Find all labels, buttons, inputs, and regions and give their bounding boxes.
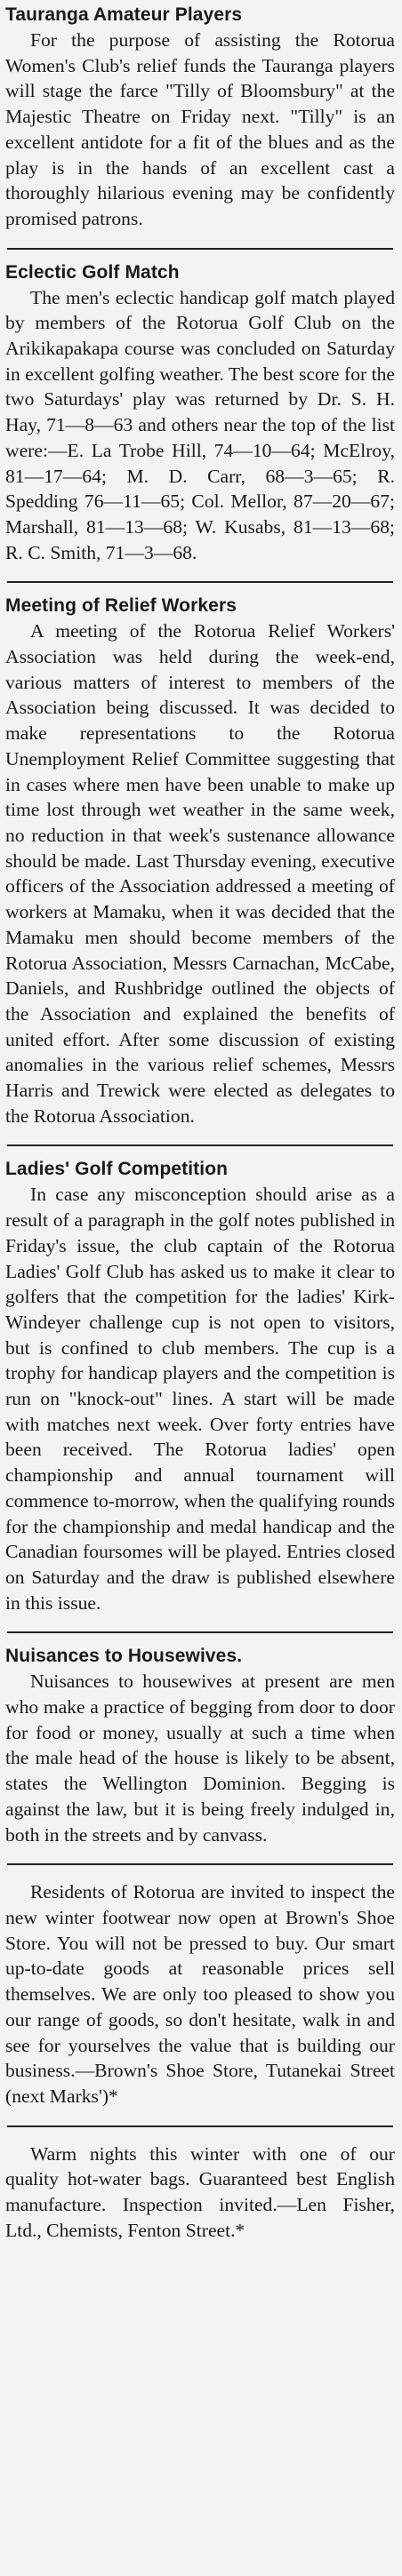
column-divider [7,581,393,583]
article-heading: Tauranga Amateur Players [5,4,243,25]
article-body: Nuisances to housewives at present are men who make a practice of begging from door to door for food or money, usually at such a time when the male head of the house is likely to be absent, states the Wellington Dominion. Begging is against the law, but it is being freely indulged in, both in the streets and by canvass. [5,1671,395,1846]
article-ladies-golf [5,1158,395,1615]
article-heading: Meeting of Relief Workers [5,595,237,617]
article-relief-workers [5,594,395,1128]
article-body: In case any misconception should arise as a result of a paragraph in the golf notes published in Friday's issue, the club captain of the Rotorua Ladies' Golf Club has asked us to make it clear to golfers that the competition for the ladies' Kirk-Windeyer challenge cup is not open to visitors, but is confined to club members. The cup is a trophy for handicap players and the competition is run on "knock-out" lines. A start will be made with matches next week. Over forty entries have been received. The Rotorua ladies' open championship and annual tournament will commence to-morrow, when the qualifying rounds for the championship and medal handicap and the Canadian foursomes will be played. Entries closed on Saturday and the draw is published elsewhere in this issue. [5,1184,395,1614]
column-divider [7,1144,393,1146]
column-divider [7,1631,393,1633]
article-heading: Nuisances to Housewives. [5,1646,243,1667]
article-body: A meeting of the Rotorua Relief Workers' Association was held during the week-end, various matters of interest to members of the Association being discussed. It was decided to make representations to the Rotorua Unemployment Relief Committee suggesting that in cases where men have been unable to make up time lost through wet weather in the same week, no reduction in that week's sustenance allowance should be made. Last Thursday evening, executive officers of the Association addressed a meeting of workers at Mamaku, when it was decided that the Mamaku men should become members of the Rotorua Association, Messrs Carnachan, McCabe, Daniels, and Rushbridge outlined the objects of the Association and explained the benefits of united effort. After some discussion of existing anomalies in the various relief schemes, Messrs Harris and Trewick were elected as delegates to the Rotorua Association. [5,620,395,1127]
advertisement-text: Warm nights this winter with one of our quality hot-water bags. Guaranteed best English manufacture. Inspection invited.—Len Fisher, Ltd., Chemists, Fenton Street.* [5,2142,395,2241]
article-tauranga-players [5,4,395,232]
article-body: The men's eclectic handicap golf match played by members of the Rotorua Golf Club on the Arikikapakapa course was concluded on Saturday in excellent golfing weather. The best score for the two Saturdays' play was returned by Dr. S. H. Hay, 71—8—63 and others near the top of the list were:—E. La Trobe Hill, 74—10—64; McElroy, 81—17—64; M. D. Carr, 68—3—65; R. Spedding 76—11—65; Col. Mellor, 87—20—67; Marshall, 81—13—68; W. Kusabs, 81—13—68; R. C. Smith, 71—3—68. [5,286,395,563]
advertisement-browns-shoe-store [5,1879,395,2109]
advertisement-len-fisher [5,2141,395,2244]
article-body: For the purpose of assisting the Rotorua Women's Club's relief funds the Tauranga players will stage the farce "Tilly of Bloomsbury" at the Majestic Theatre on Friday next. "Tilly" is an excellent antidote for a fit of the blues and as the play is in the hands of an excellent cast a thoroughly hilarious evening may be confidently promised patrons. [5,29,395,229]
advertisement-text: Residents of Rotorua are invited to inspect the new winter footwear now open at Brown's Shoe Store. You will not be pressed to buy. Our smart up-to-date goods at reasonable prices sell themselves. We are only too pleased to show you our range of goods, so don't hesitate, walk in and see for yourselves the value that is building our business.—Brown's Shoe Store, Tutanekai Street (next Marks')* [5,1881,395,2107]
article-eclectic-golf [5,261,395,566]
column-divider [7,1863,393,1865]
column-divider [7,2125,393,2127]
article-heading: Ladies' Golf Competition [5,1159,229,1180]
article-heading: Eclectic Golf Match [5,261,180,283]
column-divider [7,248,393,250]
article-nuisances-housewives [5,1645,395,1847]
